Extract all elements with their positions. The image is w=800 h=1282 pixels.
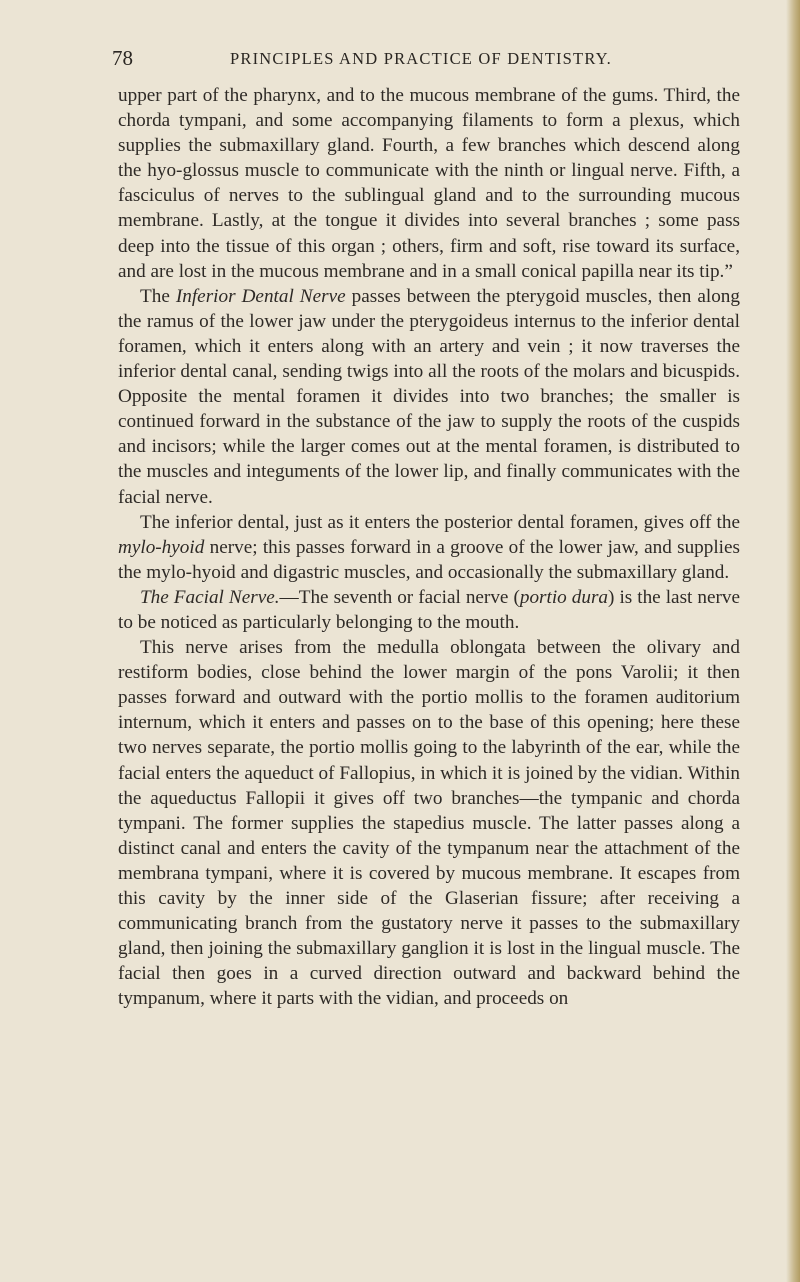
text-run: nerve; this passes forward in a groove of the lower jaw, and supplies the mylo-hyoid and digastric muscles, and occasionally the submaxillary gland. <box>118 536 740 583</box>
paragraph <box>118 284 740 510</box>
paragraph <box>118 585 740 635</box>
page-header <box>112 46 732 76</box>
italic-text: Inferior Dental Nerve <box>175 285 346 307</box>
italic-text: mylo-hyoid <box>118 536 205 558</box>
page-edge-shadow <box>786 0 800 1282</box>
running-head: PRINCIPLES AND PRACTICE OF DENTISTRY. <box>230 49 612 68</box>
paragraph <box>118 510 740 585</box>
paragraph <box>118 635 740 1011</box>
text-run: This nerve arises from the medulla oblongata between the olivary and restiform bodies, close behind the lower margin of the pons Varolii; it then passes forward and outward with the portio mollis to the foramen auditorium internum, which it enters and passes on to the base of this opening; here these two nerves separate, the portio mollis going to the labyrinth of the ear, while the facial enters the aqueduct of Fallopius, in which it is joined by the vidian. Within the aqueductus Fallopii it gives off two branches—the tympanic and chorda tympani. The former supplies the stapedius muscle. The latter passes along a distinct canal and enters the cavity of the tympanum near the attachment of the membrana tympani, where it is covered by mucous membrane. It escapes from this cavity by the inner side of the Glaserian fissure; after receiving a communicating branch from the gustatory nerve it passes to the submaxillary gland, then joining the submaxillary ganglion it is lost in the lingual muscle. The facial then goes in a curved direction outward and backward behind the tympanum, where it parts with the vidian, and proceeds on <box>118 637 740 1010</box>
page-number: 78 <box>112 46 133 70</box>
text-run: passes between the pterygoid muscles, then along the ramus of the lower jaw under the pterygoideus internus to the inferior dental foramen, which it enters along with an artery and vein ; it now traverses the inferior dental canal, sending twigs into all the roots of the molars and bicuspids. Opposite the mental foramen it divides into two branches; the smaller is continued forward in the substance of the jaw to supply the roots of the cuspids and incisors; while the larger comes out at the mental foramen, is distributed to the muscles and integuments of the lower lip, and finally communicates with the facial nerve. <box>118 285 740 508</box>
body-text <box>118 83 740 1011</box>
italic-text: portio dura <box>519 586 609 608</box>
text-run: upper part of the pharynx, and to the mucous membrane of the gums. Third, the chorda tympani, and some accompanying filaments to form a plexus, which supplies the submaxillary gland. Fourth, a few branches which descend along the hyo-glossus muscle to communicate with the ninth or lingual nerve. Fifth, a fasciculus of nerves to the sublingual gland and to the surrounding mucous membrane. Lastly, at the tongue it divides into several branches ; some pass deep into the tissue of this organ ; others, firm and soft, rise toward its surface, and are lost in the mucous membrane and in a small conical papilla near its tip.” <box>118 85 740 282</box>
text-run: —The seventh or facial nerve ( <box>279 586 520 608</box>
paragraph <box>118 83 740 284</box>
text-run: ) is the last nerve to be noticed as particularly belonging to the mouth. <box>118 586 740 633</box>
text-run: The inferior dental, just as it enters the posterior dental foramen, gives off the <box>140 511 740 533</box>
italic-text: The Facial Nerve. <box>140 586 280 608</box>
text-run: The <box>140 285 176 307</box>
